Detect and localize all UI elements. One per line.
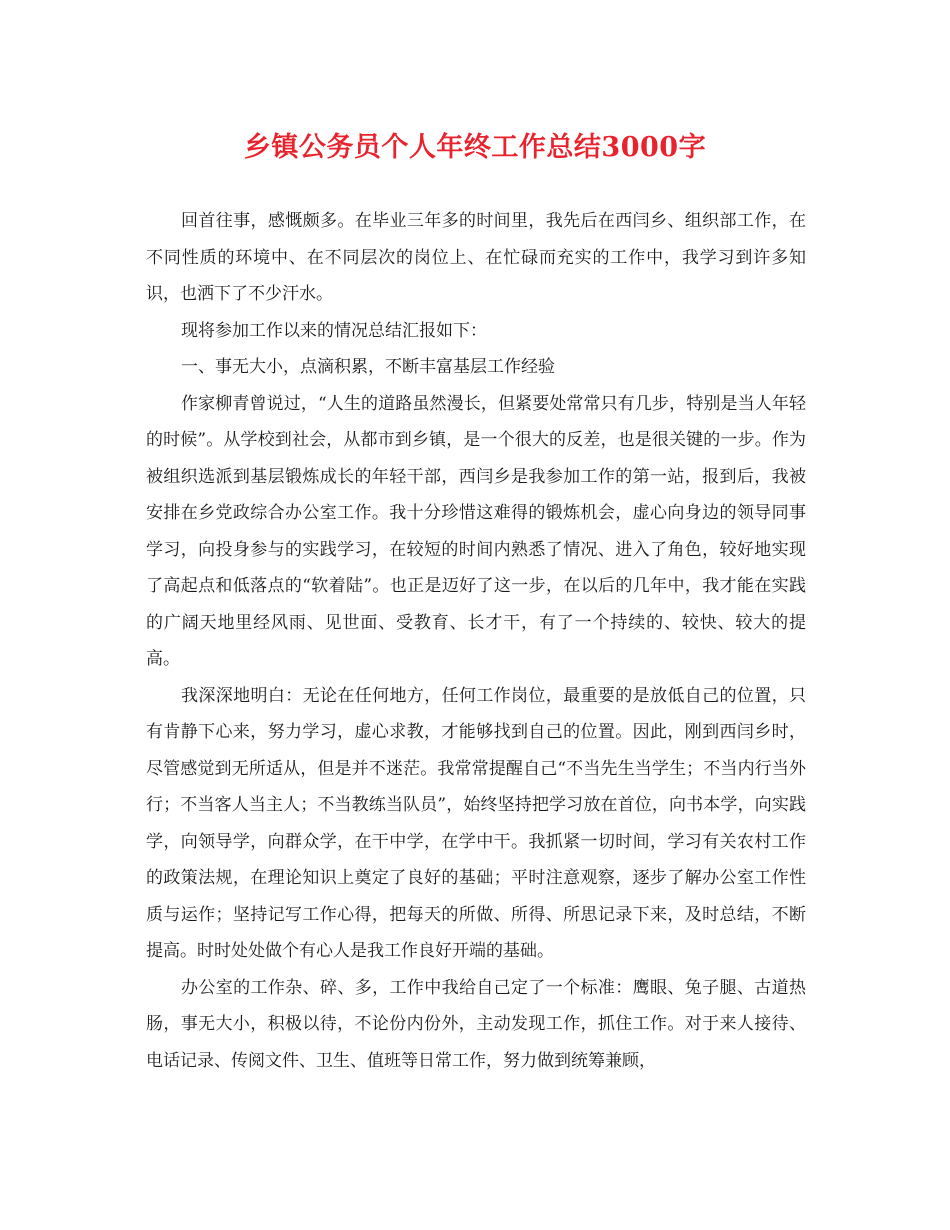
section-heading: 一、事无大小，点滴积累，不断丰富基层工作经验	[181, 357, 555, 377]
paragraph: 回首往事，感慨颇多。在毕业三年多的时间里，我先后在西闫乡、组织部工作，在不同性质的环境中、在不同层次的岗位上、在忙碌而充实的工作中，我学习到许多知识，也洒下了不少汗水。	[146, 211, 806, 304]
paragraph: 现将参加工作以来的情况总结汇报如下：	[181, 320, 487, 341]
paragraph: 作家柳青曾说过，“人生的道路虽然漫长，但紧要处常常只有几步，特别是当人年轻的时候”。从学校到社会，从都市到乡镇，是一个很大的反差，也是很关键的一步。作为被组织选派到基层锻炼成长的年轻干部，西闫乡是我参加工作的第一站，报到后，我被安排在乡党政综合办公室工作。我十分珍惜这难得的锻炼机会，虚心向身边的领导同事学习，向投身参与的实践学习，在较短的时间内熟悉了情况、进入了角色，较好地实现了高起点和低落点的“软着陆”。也正是迈好了这一步，在以后的几年中，我才能在实践的广阔天地里经风雨、见世面、受教育、长才干，有了一个持续的、较快、较大的提高。	[146, 393, 806, 669]
paragraph: 办公室的工作杂、碎、多，工作中我给自己定了一个标准：鹰眼、兔子腿、古道热肠，事无大小，积极以待，不论份内份外，主动发现工作，抓住工作。对于来人接待、电话记录、传阅文件、卫生、值班等日常工作，努力做到统筹兼顾，	[146, 977, 806, 1071]
document-title: 乡镇公务员个人年终工作总结3000字	[243, 132, 707, 163]
document-body	[146, 203, 806, 1079]
paragraph: 我深深地明白：无论在任何地方，任何工作岗位，最重要的是放低自己的位置，只有肯静下心来，努力学习，虚心求教，才能够找到自己的位置。因此，刚到西闫乡时，尽管感觉到无所适从，但是并不迷茫。我常常提醒自己“不当先生当学生；不当内行当外行；不当客人当主人；不当教练当队员”，始终坚持把学习放在首位，向书本学，向实践学，向领导学，向群众学，在干中学，在学中干。我抓紧一切时间，学习有关农村工作的政策法规，在理论知识上奠定了良好的基础；平时注意观察，逐步了解办公室工作性质与运作；坚持记写工作心得，把每天的所做、所得、所思记录下来，及时总结，不断提高。时时处处做个有心人是我工作良好开端的基础。	[146, 685, 806, 961]
